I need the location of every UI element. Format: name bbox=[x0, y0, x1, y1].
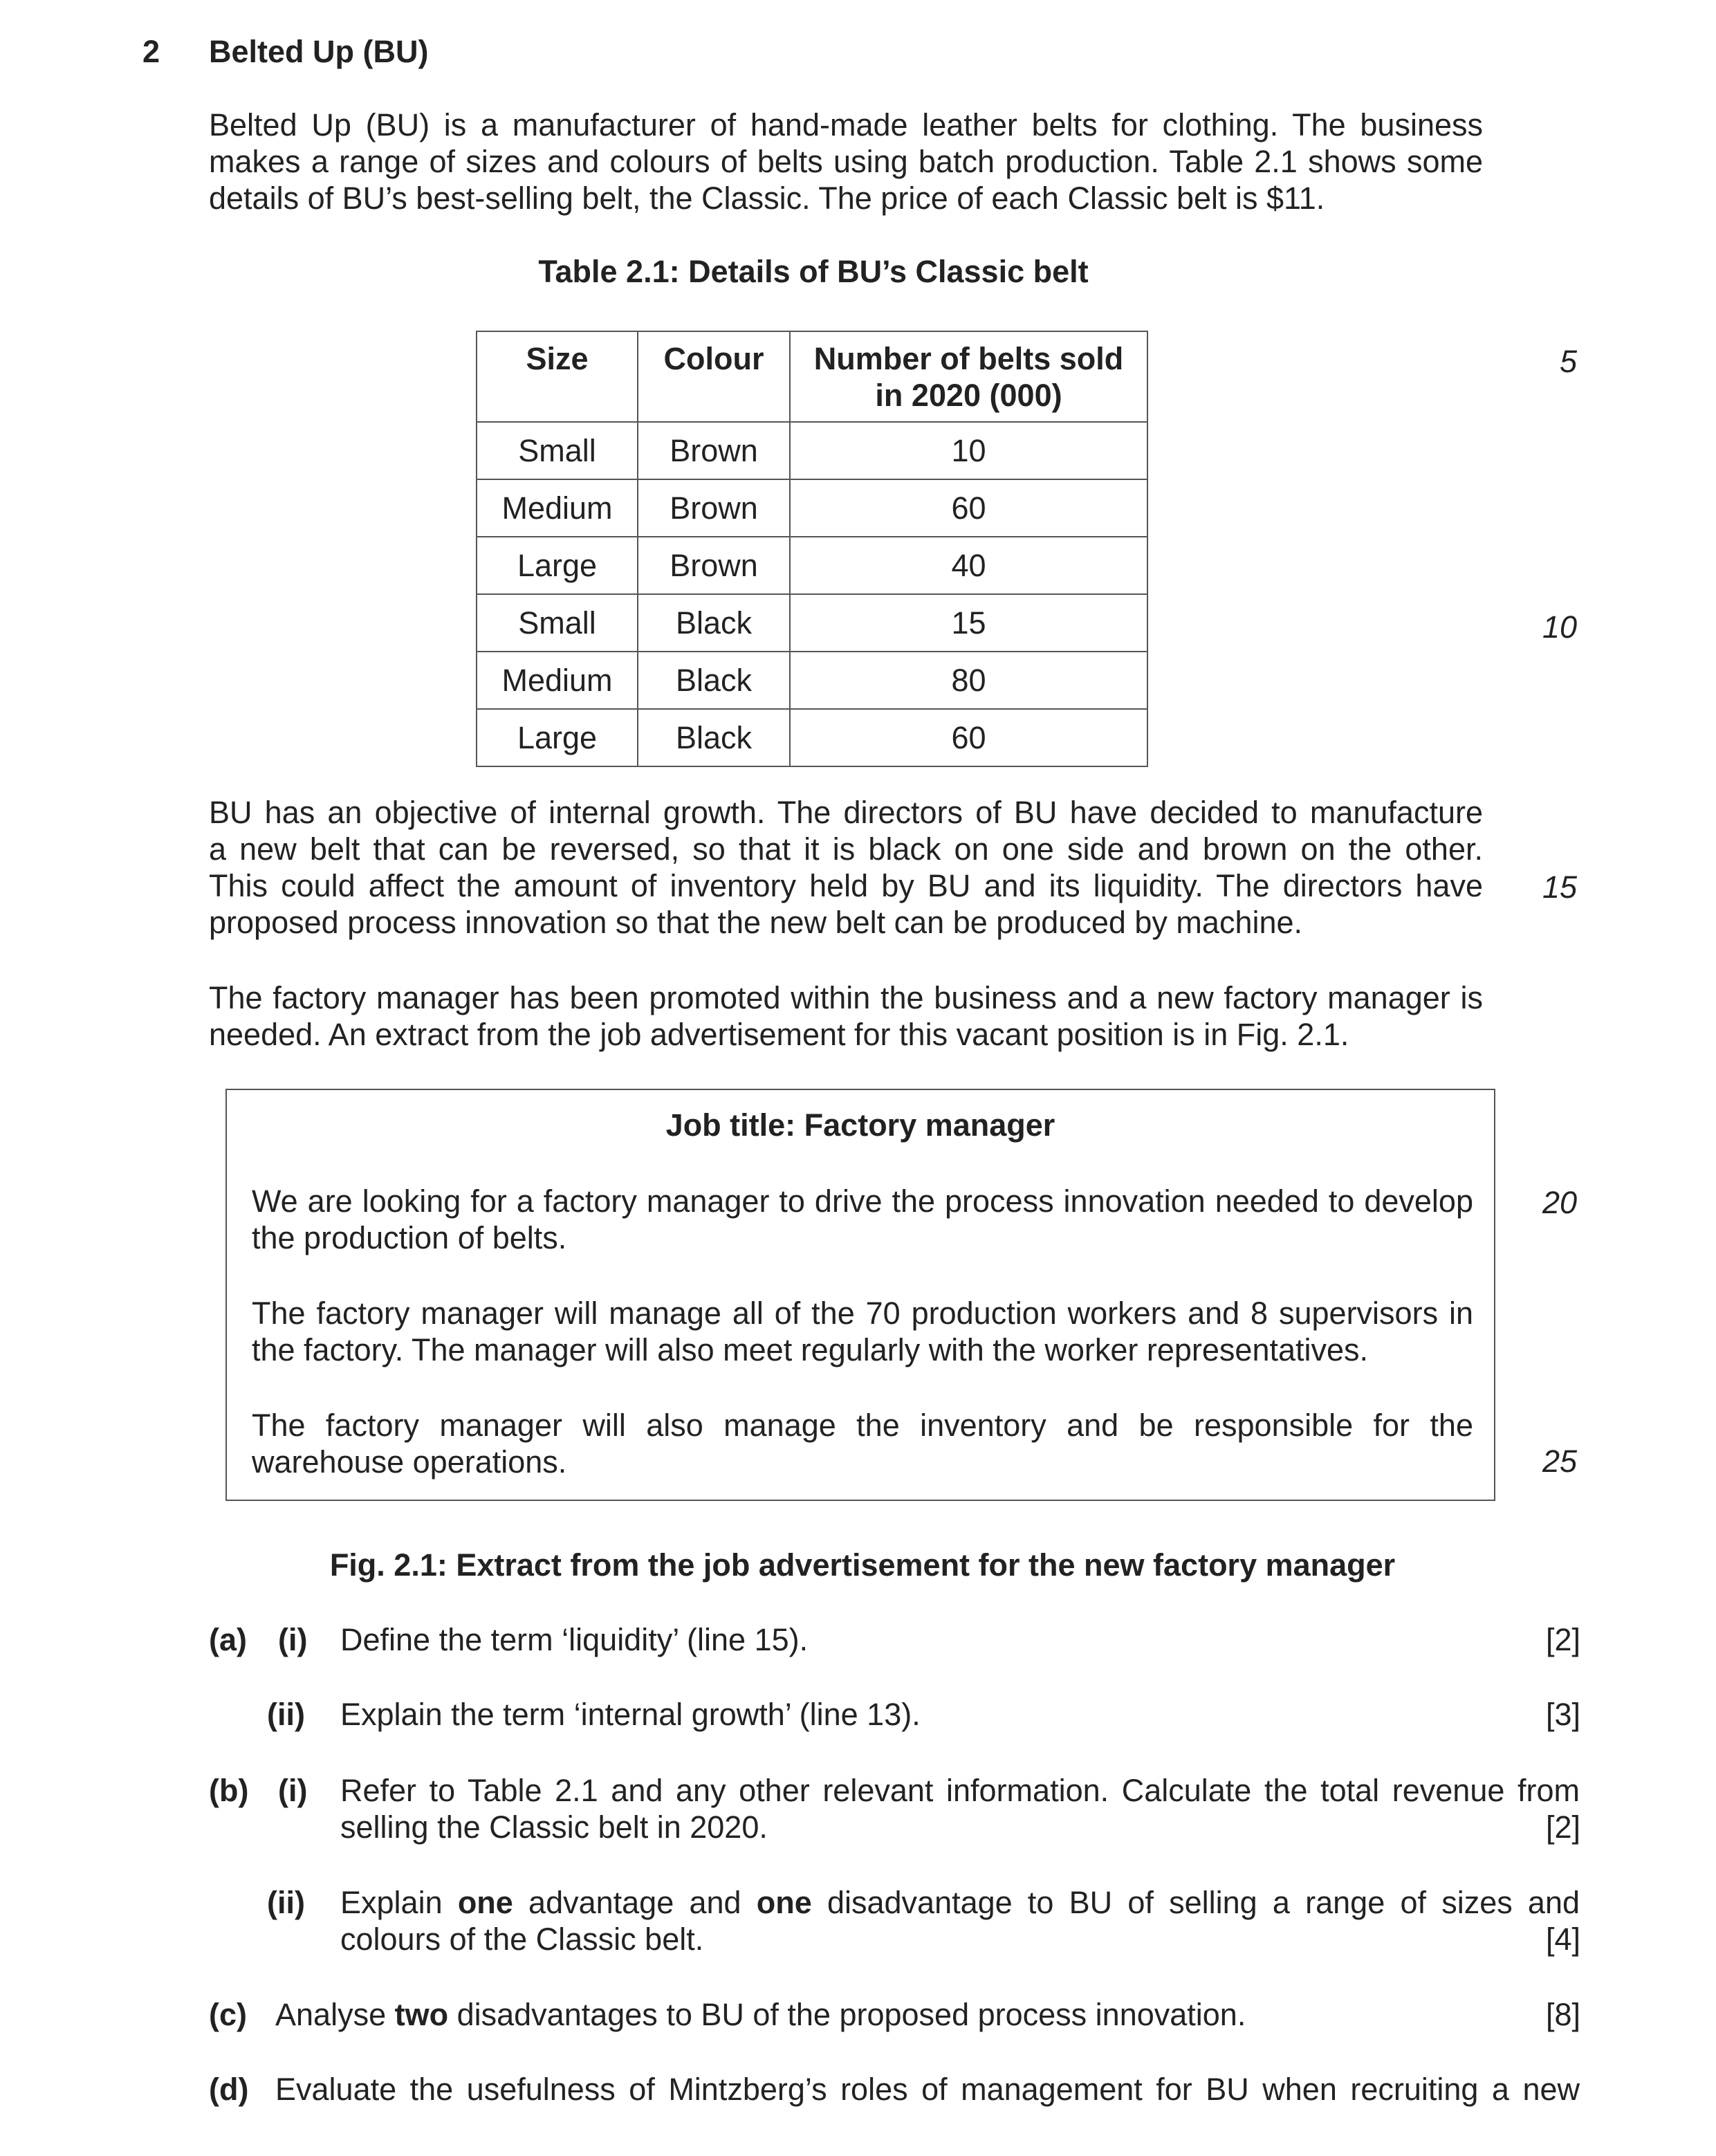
intro-line: Belted Up (BU) is a manufacturer of hand-made leather belts for clothing. The business bbox=[209, 107, 1483, 142]
question-b-ii-emph: one bbox=[756, 1885, 812, 1920]
line-number: 15 bbox=[1542, 869, 1577, 905]
question-b-ii-pre: Explain bbox=[340, 1885, 458, 1920]
question-c-emph: two bbox=[394, 1997, 449, 2032]
question-b-ii-line1 bbox=[340, 1884, 1580, 1921]
advert-line: The factory manager will also manage the inventory and be responsible for the bbox=[252, 1408, 1473, 1443]
intro-line: makes a range of sizes and colours of belts using batch production. Table 2.1 shows some bbox=[209, 144, 1483, 179]
cell-sold: 10 bbox=[790, 422, 1147, 479]
question-a-ii-mark: [3] bbox=[1545, 1697, 1580, 1732]
job-advert-paragraph bbox=[252, 1295, 1473, 1368]
cell-colour: Brown bbox=[638, 479, 790, 537]
question-b-ii-post: disadvantage to BU of selling a range of sizes and bbox=[811, 1885, 1580, 1920]
cell-sold: 60 bbox=[790, 709, 1147, 766]
table-caption: Table 2.1: Details of BU’s Classic belt bbox=[538, 254, 1089, 289]
question-b-i-line1: Refer to Table 2.1 and any other relevant information. Calculate the total revenue from bbox=[340, 1773, 1580, 1808]
belt-table bbox=[476, 331, 1148, 767]
cell-size: Medium bbox=[477, 479, 638, 537]
job-advert-paragraph bbox=[252, 1407, 1473, 1480]
question-c-pre: Analyse bbox=[275, 1997, 395, 2032]
advert-line: the factory. The manager will also meet regularly with the worker representatives. bbox=[252, 1332, 1369, 1367]
cell-sold: 60 bbox=[790, 479, 1147, 537]
table-row bbox=[477, 594, 1147, 652]
header-belts-sold-line2: in 2020 (000) bbox=[875, 378, 1062, 413]
question-c-text bbox=[275, 1996, 1246, 2033]
header-size: Size bbox=[477, 331, 638, 422]
question-b-i-label: (i) bbox=[278, 1773, 308, 1808]
line-number: 25 bbox=[1542, 1444, 1577, 1479]
intro-paragraph bbox=[209, 107, 1483, 216]
line-number: 10 bbox=[1542, 609, 1577, 645]
cell-size: Large bbox=[477, 709, 638, 766]
question-b-i-line2: selling the Classic belt in 2020. bbox=[340, 1809, 768, 1845]
table-row bbox=[477, 422, 1147, 479]
table-row bbox=[477, 479, 1147, 537]
question-d-text: Evaluate the usefulness of Mintzberg’s roles of management for BU when recruiting a new bbox=[275, 2072, 1580, 2107]
cell-colour: Black bbox=[638, 594, 790, 652]
cell-sold: 40 bbox=[790, 537, 1147, 594]
table-row bbox=[477, 652, 1147, 709]
table-row bbox=[477, 709, 1147, 766]
header-colour: Colour bbox=[638, 331, 790, 422]
header-belts-sold-line1: Number of belts sold bbox=[813, 341, 1124, 376]
table-header-row bbox=[477, 331, 1147, 422]
question-number: 2 bbox=[142, 34, 160, 69]
paragraph-line: BU has an objective of internal growth. The directors of BU have decided to manufacture bbox=[209, 795, 1483, 830]
question-b-ii-line2: colours of the Classic belt. bbox=[340, 1922, 704, 1957]
cell-sold: 80 bbox=[790, 652, 1147, 709]
question-a-i-text: Define the term ‘liquidity’ (line 15). bbox=[340, 1622, 809, 1657]
question-a-ii-label: (ii) bbox=[267, 1697, 305, 1732]
line-number: 20 bbox=[1542, 1185, 1577, 1220]
question-c-mark: [8] bbox=[1545, 1997, 1580, 2032]
paragraph-line: This could affect the amount of inventory held by BU and its liquidity. The directors have bbox=[209, 868, 1483, 903]
question-a-i-label: (i) bbox=[278, 1622, 308, 1657]
advert-line: warehouse operations. bbox=[252, 1444, 567, 1480]
question-c-label: (c) bbox=[209, 1997, 247, 2032]
cell-size: Small bbox=[477, 594, 638, 652]
cell-colour: Black bbox=[638, 709, 790, 766]
question-b-label: (b) bbox=[209, 1773, 249, 1808]
question-a-label: (a) bbox=[209, 1622, 247, 1657]
cell-colour: Black bbox=[638, 652, 790, 709]
cell-size: Small bbox=[477, 422, 638, 479]
cell-colour: Brown bbox=[638, 537, 790, 594]
paragraph-line: a new belt that can be reversed, so that it is black on one side and brown on the other. bbox=[209, 831, 1483, 867]
line-number: 5 bbox=[1559, 344, 1577, 379]
question-c-post: disadvantages to BU of the proposed process innovation. bbox=[448, 1997, 1246, 2032]
question-d-label: (d) bbox=[209, 2072, 249, 2107]
question-a-i-mark: [2] bbox=[1545, 1622, 1580, 1657]
intro-line: details of BU’s best-selling belt, the Classic. The price of each Classic belt is $11. bbox=[209, 181, 1325, 216]
question-title: Belted Up (BU) bbox=[209, 34, 429, 69]
question-b-ii-mark: [4] bbox=[1545, 1922, 1580, 1957]
cell-sold: 15 bbox=[790, 594, 1147, 652]
paragraph-line: The factory manager has been promoted within the business and a new factory manager is bbox=[209, 980, 1483, 1015]
question-b-i-mark: [2] bbox=[1545, 1809, 1580, 1845]
header-belts-sold bbox=[790, 331, 1147, 422]
advert-line: We are looking for a factory manager to drive the process innovation needed to develop bbox=[252, 1183, 1473, 1219]
table-row bbox=[477, 537, 1147, 594]
job-advert-paragraph bbox=[252, 1183, 1473, 1256]
paragraph-growth bbox=[209, 794, 1483, 941]
question-b-ii-mid: advantage and bbox=[513, 1885, 757, 1920]
paragraph-line: proposed process innovation so that the new belt can be produced by machine. bbox=[209, 905, 1303, 940]
job-advert-title: Job title: Factory manager bbox=[665, 1107, 1055, 1143]
advert-line: The factory manager will manage all of the 70 production workers and 8 supervisors in bbox=[252, 1296, 1473, 1331]
paragraph-factory-manager bbox=[209, 979, 1483, 1053]
cell-colour: Brown bbox=[638, 422, 790, 479]
job-advert-box bbox=[225, 1089, 1495, 1501]
cell-size: Medium bbox=[477, 652, 638, 709]
advert-line: the production of belts. bbox=[252, 1220, 567, 1255]
question-b-ii-emph: one bbox=[457, 1885, 513, 1920]
question-b-ii-label: (ii) bbox=[267, 1885, 305, 1920]
question-a-ii-text: Explain the term ‘internal growth’ (line 13). bbox=[340, 1697, 921, 1732]
figure-caption: Fig. 2.1: Extract from the job advertisement for the new factory manager bbox=[329, 1547, 1396, 1583]
cell-size: Large bbox=[477, 537, 638, 594]
paragraph-line: needed. An extract from the job advertisement for this vacant position is in Fig. 2.1. bbox=[209, 1017, 1349, 1052]
